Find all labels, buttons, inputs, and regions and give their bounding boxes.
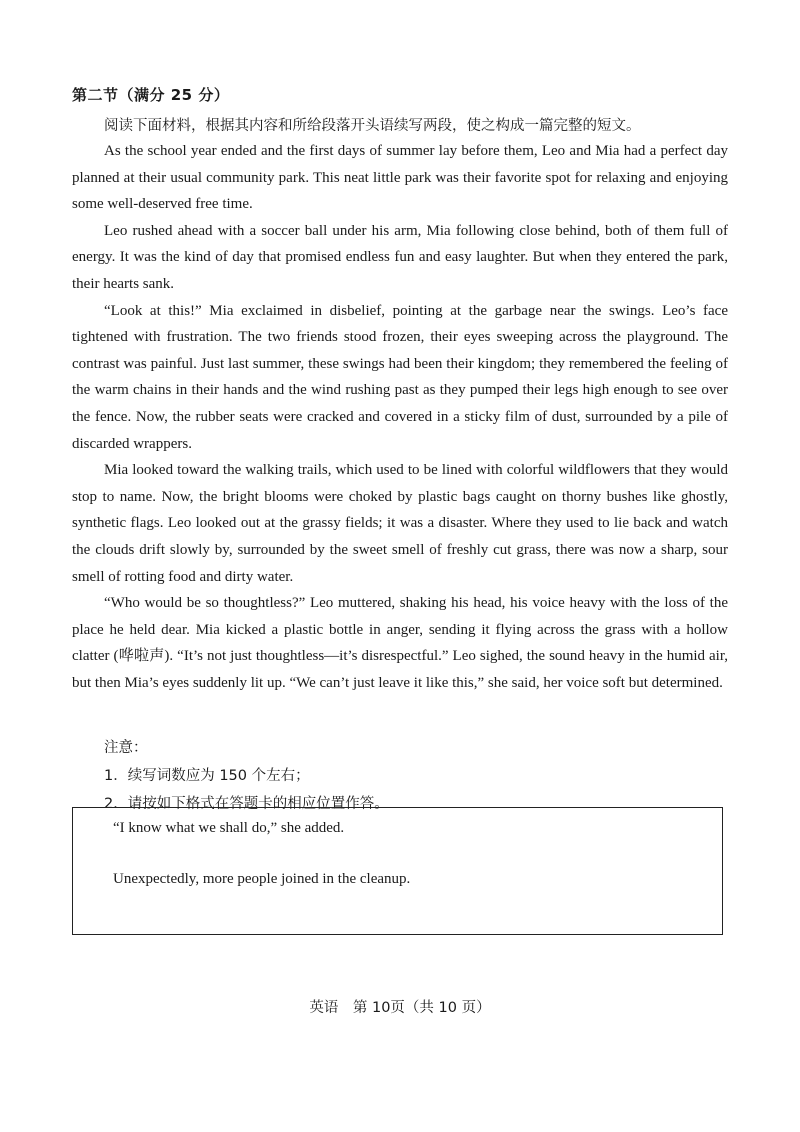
section-title: 第二节（满分 25 分）	[72, 86, 230, 104]
passage-paragraph-3: “Look at this!” Mia exclaimed in disbelief, pointing at the garbage near the swings. Leo’s face tightened with frustration. The two friends stood frozen, their eyes sweeping across the playground. The contrast was painful. Just last summer, these swings had been their kingdom; they remembered the feeling of the warm chains in their hands and the wind rushing past as they pumped their legs high enough to see over the fence. Now, the rubber seats were cracked and covered in a sticky film of dust, surrounded by a pile of discarded wrappers.	[72, 302, 728, 452]
paragraph-opener-2: Unexpectedly, more people joined in the cleanup.	[113, 871, 411, 887]
passage-paragraph-5: “Who would be so thoughtless?” Leo muttered, shaking his head, his voice heavy with the loss of the place he held dear. Mia kicked a plastic bottle in anger, sending it flying across the grass with a hollow clatter (哗啦声). “It’s not just thoughtless—it’s disrespectful.” Leo sighed, the sound heavy in the humid air, but then Mia’s eyes suddenly lit up. “We can’t just leave it like this,” she said, her voice soft but determined.	[72, 595, 728, 691]
note-item-1: 1．续写词数应为 150 个左右；	[104, 768, 310, 784]
paragraph-opener-1: “I know what we shall do,” she added.	[113, 820, 345, 836]
page-footer: 英语 第 10页（共 10 页）	[309, 1000, 491, 1016]
instruction-text: 阅读下面材料，根据其内容和所给段落开头语续写两段，使之构成一篇完整的短文。	[104, 118, 641, 134]
passage-paragraph-2: Leo rushed ahead with a soccer ball under his arm, Mia following close behind, both of them full of energy. It was the kind of day that promised endless fun and easy laughter. But when they entered the park, their hearts sank.	[72, 222, 728, 292]
note-item-2: 2．请按如下格式在答题卡的相应位置作答。	[104, 796, 389, 812]
passage-paragraph-1: As the school year ended and the first days of summer lay before them, Leo and Mia had a perfect day planned at their usual community park. This neat little park was their favorite spot for relaxing and enjoying some well-deserved free time.	[72, 143, 728, 213]
reading-passage	[72, 138, 728, 696]
answer-format-box	[72, 807, 723, 935]
notes-section	[104, 734, 389, 818]
notes-heading: 注意：	[104, 740, 148, 756]
passage-paragraph-4: Mia looked toward the walking trails, which used to be lined with colorful wildflowers that they would stop to name. Now, the bright blooms were choked by plastic bags caught on thorny bushes like ghostly, synthetic flags. Leo looked out at the grassy fields; it was a disaster. Where they used to lie back and watch the clouds drift slowly by, surrounded by the sweet smell of freshly cut grass, there was now a sharp, sour smell of rotting food and dirty water.	[72, 462, 728, 585]
